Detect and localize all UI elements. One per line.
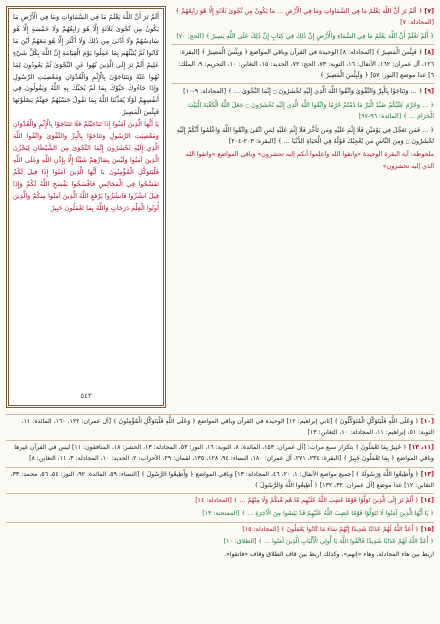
top-section (6, 6, 434, 410)
note-text: ﴿ … وَحُرِّمَ عَلَيْكُمْ صَيْدُ الْبَرِّ مَا دُمْتُمْ حُرُمًا وَاتَّقُوا اللَّهَ الَّذِي إِلَيْهِ تُحْشَرُونَ ۝ جَعَلَ اللَّهُ الْكَعْبَةَ الْبَيْتَ الْحَرَامَ … ﴾ [المائدة: ٩٦-٩٧] (187, 101, 434, 121)
divider (6, 493, 434, 494)
note-number: [١٥] (420, 525, 434, 533)
note-entry (6, 509, 434, 520)
note-entry (172, 86, 434, 97)
note-number: [١٣] (420, 470, 434, 478)
mushaf-text: أَلَمْ تَرَ أَنَّ اللَّهَ يَعْلَمُ مَا فِي السَّمَاوَاتِ وَمَا فِي الْأَرْضِ مَا يَكُونُ مِن نَّجْوَىٰ ثَلَاثَةٍ إِلَّا هُوَ رَابِعُهُمْ وَلَا خَمْسَةٍ إِلَّا هُوَ سَادِسُهُمْ وَلَا أَدْنَىٰ مِن ذَٰلِكَ وَلَا أَكْثَرَ إِلَّا هُوَ مَعَهُمْ أَيْنَ مَا كَانُوا ثُمَّ يُنَبِّئُهُم بِمَا عَمِلُوا يَوْمَ الْقِيَامَةِ إِنَّ اللَّهَ بِكُلِّ شَيْءٍ عَلِيمٌ أَلَمْ تَرَ إِلَى الَّذِينَ نُهُوا عَنِ النَّجْوَىٰ ثُمَّ يَعُودُونَ لِمَا نُهُوا عَنْهُ وَيَتَنَاجَوْنَ بِالْإِثْمِ وَالْعُدْوَانِ وَمَعْصِيَتِ الرَّسُولِ وَإِذَا جَاءُوكَ حَيَّوْكَ بِمَا لَمْ يُحَيِّكَ بِهِ اللَّهُ وَيَقُولُونَ فِي أَنفُسِهِمْ لَوْلَا يُعَذِّبُنَا اللَّهُ بِمَا نَقُولُ حَسْبُهُمْ جَهَنَّمُ يَصْلَوْنَهَا فَبِئْسَ الْمَصِيرُ (13, 13, 159, 117)
note-number: [٨] (424, 49, 434, 57)
note-number: [٩] (424, 88, 434, 96)
note-text: ﴿ أَعَدَّ اللَّهُ لَهُمْ عَذَابًا شَدِيدًا إِنَّهُمْ سَاءَ مَا كَانُوا يَعْمَلُونَ ﴾ [المجادلة: ١٥] (242, 525, 419, 533)
note-number: [١٤] (420, 497, 434, 505)
note-text: ﴿ أَعَدَّ اللَّهُ لَهُمْ عَذَابًا شَدِيدًا فَاتَّقُوا اللَّهَ يَا أُولِي الْأَلْبَابِ الَّذِينَ آمَنُوا … ﴾ [الطلاق: ١٠] (223, 538, 434, 546)
note-entry (6, 537, 434, 548)
note-entry (172, 47, 434, 81)
divider (6, 522, 434, 523)
note-text: ﴿ أَلَمْ تَرَ إِلَى الَّذِينَ تَوَلَّوْا قَوْمًا غَضِبَ اللَّهُ عَلَيْهِم مَّا هُم مِّنكُمْ وَلَا مِنْهُمْ … ﴾ [المجادلة: ١٤] (195, 497, 419, 505)
note-entry (172, 125, 434, 148)
note-entry (172, 6, 434, 29)
mushaf-text-2: يَا أَيُّهَا الَّذِينَ آمَنُوا إِذَا تَنَاجَيْتُمْ فَلَا تَتَنَاجَوْا بِالْإِثْمِ وَالْعُدْوَانِ وَمَعْصِيَتِ الرَّسُولِ وَتَنَاجَوْا بِالْبِرِّ وَالتَّقْوَىٰ وَاتَّقُوا اللَّهَ الَّذِي إِلَيْهِ تُحْشَرُونَ إِنَّمَا النَّجْوَىٰ مِنَ الشَّيْطَانِ لِيَحْزُنَ الَّذِينَ آمَنُوا وَلَيْسَ بِضَارِّهِمْ شَيْئًا إِلَّا بِإِذْنِ اللَّهِ وَعَلَى اللَّهِ فَلْيَتَوَكَّلِ الْمُؤْمِنُونَ يَا أَيُّهَا الَّذِينَ آمَنُوا إِذَا قِيلَ لَكُمْ تَفَسَّحُوا فِي الْمَجَالِسِ فَافْسَحُوا يَفْسَحِ اللَّهُ لَكُمْ وَإِذَا قِيلَ انشُزُوا فَانشُزُوا يَرْفَعِ اللَّهُ الَّذِينَ آمَنُوا مِنكُمْ وَالَّذِينَ أُوتُوا الْعِلْمَ دَرَجَاتٍ وَاللَّهُ بِمَا تَعْمَلُونَ خَبِيرٌ (13, 120, 159, 212)
note-text: ﴿ فَبِئْسَ الْمَصِيرُ ﴾ [المجادلة: ٨] الوحيدة في القرآن وباقي المواضع ﴿ وَبِئْسَ الْمَصِيرُ ﴾ [البقرة: ١٢٦، آل عمران: ١٦٢، الأنفال: ١٦، التوبة: ٧٣، الحج: ٧٢، الحديد: ١٥، التغابن: ١٠، التحريم: ٩، الملك: ٦] عدا موضع [النور: ٥٧] ﴿ وَلَبِئْسَ الْمَصِيرُ ﴾ (178, 49, 434, 80)
note-entry (172, 31, 434, 42)
note-text: ﴿ … وَتَنَاجَوْا بِالْبِرِّ وَالتَّقْوَىٰ وَاتَّقُوا اللَّهَ الَّذِي إِلَيْهِ تُحْشَرُونَ ۝ إِنَّمَا النَّجْوَىٰ … ﴾ [المجادلة: ٩-١٠] (183, 88, 423, 96)
note-text: ﴿ أَلَمْ تَرَ أَنَّ اللَّهَ يَعْلَمُ مَا فِي السَّمَاوَاتِ وَمَا فِي الْأَرْضِ … مَا يَكُونُ مِن نَّجْوَىٰ ثَلَاثَةٍ إِلَّا هُوَ رَابِعُهُمْ ﴾ [المجادلة: ٧] (175, 8, 434, 27)
note-number: [٧] (424, 8, 434, 15)
note-number: [١٠] (420, 418, 434, 425)
divider (172, 83, 434, 84)
note-number: [١١، ١٣] (408, 444, 434, 452)
divider (6, 414, 434, 415)
note-text: ﴿ وَعَلَى اللَّهِ فَلْيَتَوَكَّلِ الْمُتَوَكِّلُونَ ﴾ [ثاني إبراهيم: ١٢] الوحيدة في القرآن وباقي المواضع ﴿ وَعَلَى اللَّهِ فَلْيَتَوَكَّلِ الْمُؤْمِنُونَ ﴾ [آل عمران: ١٢٢، ١٦٠، المائدة: ١١، التوبة: ٥١، إبراهيم: ١١، المجادلة: ١٠، التغابن: ١٣] (21, 418, 434, 436)
notes-column (172, 6, 434, 408)
note-entry (172, 100, 434, 123)
divider (172, 44, 434, 45)
note-entry (6, 525, 434, 536)
mushaf-page-frame (6, 6, 166, 408)
note-entry (6, 470, 434, 491)
note-text: ﴿ … فَمَن تَعَجَّلَ فِي يَوْمَيْنِ فَلَا إِثْمَ عَلَيْهِ وَمَن تَأَخَّرَ فَلَا إِثْمَ عَلَيْهِ لِمَنِ اتَّقَىٰ وَاتَّقُوا اللَّهَ وَاعْلَمُوا أَنَّكُمْ إِلَيْهِ تُحْشَرُونَ ۝ وَمِنَ النَّاسِ مَن يُعْجِبُكَ قَوْلُهُ فِي الْحَيَاةِ الدُّنْيَا … ﴾ [البقرة: ٢٠٣-٢٠٤] (176, 126, 434, 146)
note-text: ﴿ خَبِيرٌ بِمَا تَعْمَلُونَ ﴾ بتكرار سبع مرات: [آل عمران: ١٥٣، المائدة: ٨، التوبة: ١٦، النور: ٥٣، المجادلة: ١٣، الحشر: ١٨، المنافقون: ١١] ليس في القرآن غيرها وباقي المواضع ﴿ بِمَا تَعْمَلُونَ خَبِيرٌ ﴾ [البقرة: ٢٣٤، ٢٧١، آل عمران: ١٨٠، النساء: ٩٤، ١٢٨، ١٣٥، لقمان: ٢٩، الأحزاب: ٢، الحديد: ١٠، المجادلة: ٣، ١١، التغابن: ٨] (14, 444, 434, 463)
divider (6, 467, 434, 468)
note-entry (6, 496, 434, 507)
bottom-section (6, 412, 434, 618)
note-remark: ملحوظة: آية البقرة الوحيدة «واتقوا الله واعلموا أنكم إليه تحشرون» وباقي المواضع «واتقوا الله الذي إليه تحشرون» (185, 151, 434, 170)
note-entry (6, 417, 434, 438)
note-text: ﴿ يَا أَيُّهَا الَّذِينَ آمَنُوا لَا تَتَوَلَّوْا قَوْمًا غَضِبَ اللَّهُ عَلَيْهِمْ قَدْ يَئِسُوا مِنَ الْآخِرَةِ … ﴾ [الممتحنة: ١٣] (202, 509, 434, 517)
note-remark: اربط بين هاء المجادلة، وهاء «إنهم»، وكذلك اربط بين قاف الطلاق وقاف «فاتقوا». (223, 551, 434, 559)
note-entry (6, 443, 434, 464)
note-text: ﴿ أَلَمْ تَعْلَمْ أَنَّ اللَّهَ يَعْلَمُ مَا فِي السَّمَاءِ وَالْأَرْضِ إِنَّ ذَٰلِكَ فِي كِتَابٍ إِنَّ ذَٰلِكَ عَلَى اللَّهِ يَسِيرٌ ﴾ [الحج: ٧٠] (176, 32, 434, 40)
divider (6, 440, 434, 441)
note-text: ﴿ وَأَطِيعُوا اللَّهَ وَرَسُولَهُ ﴾ [جميع مواضع الأنفال: ١، ٢٠، ٤٦، المجادلة: ١٣] وباقي المواضع ﴿ وَأَطِيعُوا الرَّسُولَ ﴾ [النساء: ٥٩، المائدة: ٩٢، النور: ٥٤، ٥٦، محمد: ٣٣، التغابن: ١٢] عدا موضع [آل عمران: ٣٢، ١٣٢] ﴿ أَطِيعُوا اللَّهَ وَالرَّسُولَ ﴾ (10, 470, 434, 489)
mushaf-page-number: ٥٤٣ (80, 392, 92, 401)
